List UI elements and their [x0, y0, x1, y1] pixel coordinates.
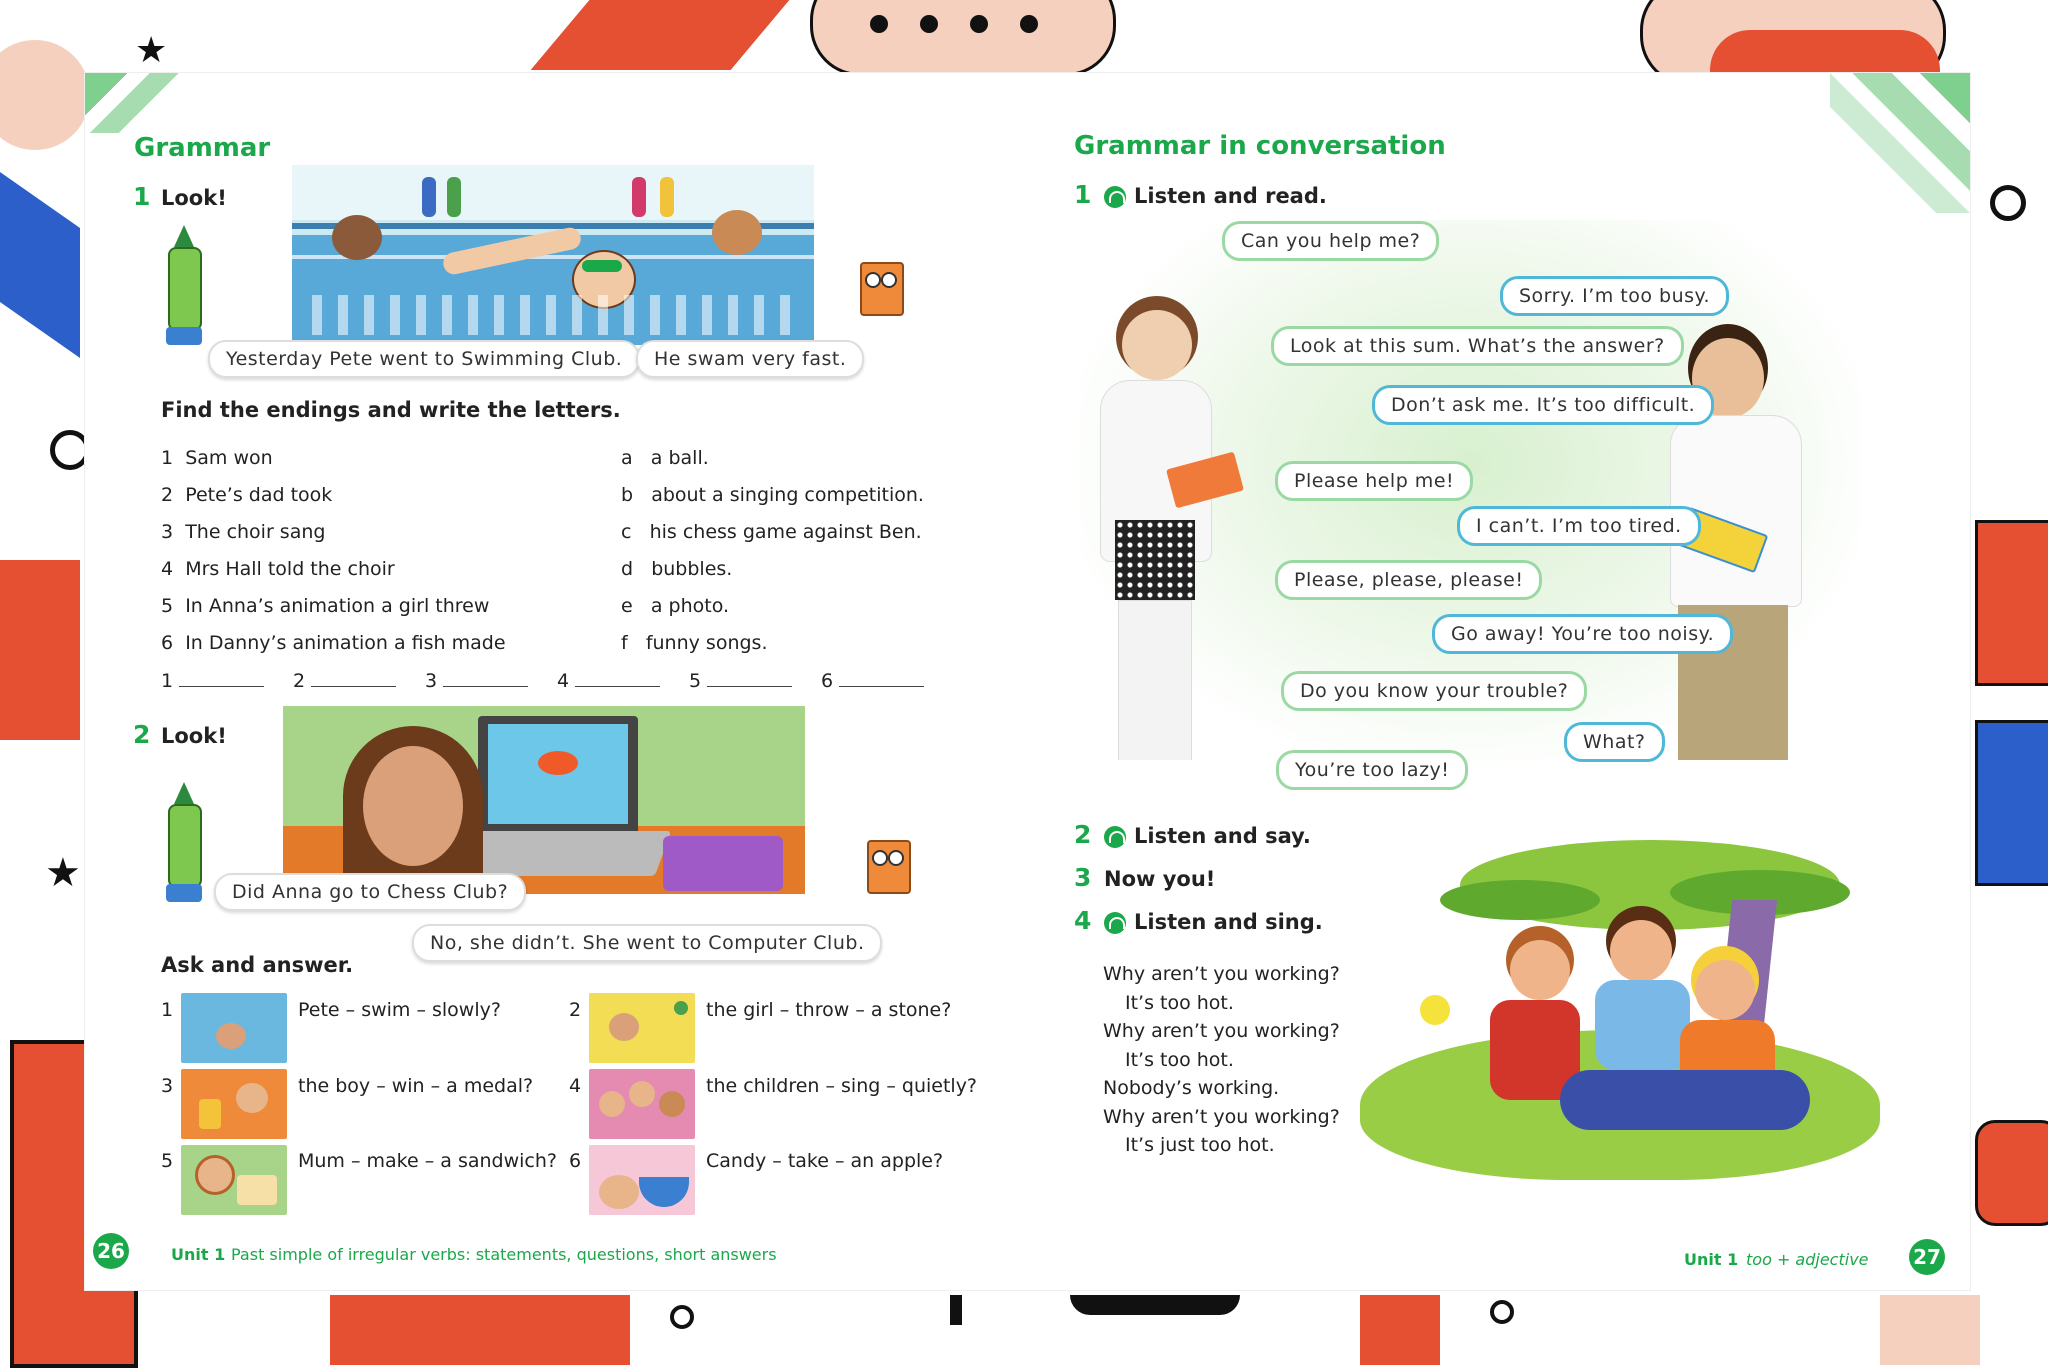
exercise-label: Look!	[161, 186, 227, 210]
speech-bubble-girl: Look at this sum. What’s the answer?	[1271, 326, 1684, 366]
page-number: 27	[1909, 1239, 1945, 1275]
list-item-number: 4	[569, 1075, 582, 1097]
star-icon: ★	[45, 850, 81, 896]
speech-bubble: Did Anna go to Chess Club?	[214, 873, 526, 911]
exercise-number: 1	[1074, 180, 1092, 209]
list-item: the boy – win – a medal?	[298, 1075, 534, 1097]
exercise-label: Now you!	[1104, 867, 1216, 891]
speech-bubble-boy: I can’t. I’m too tired.	[1457, 506, 1701, 546]
answer-blank[interactable]: 3	[425, 670, 528, 692]
exercise-label: Listen and sing.	[1104, 910, 1323, 934]
speech-bubble-boy: What?	[1564, 722, 1665, 762]
swimming-pool-illustration	[292, 165, 814, 345]
boy-medal-thumbnail	[181, 1069, 287, 1139]
list-item: f funny songs.	[621, 632, 768, 654]
headphones-icon[interactable]	[1104, 186, 1126, 208]
pencil-mascot	[162, 225, 202, 355]
answer-blank[interactable]: 2	[293, 670, 396, 692]
list-item-number: 5	[161, 1150, 174, 1172]
list-item-number: 2	[569, 999, 582, 1021]
list-item: a a ball.	[621, 447, 709, 469]
exercise-number: 4	[1074, 906, 1092, 935]
list-item: e a photo.	[621, 595, 730, 617]
exercise-label: Listen and say.	[1104, 824, 1311, 848]
sharpener-mascot	[862, 840, 912, 930]
instruction: Find the endings and write the letters.	[161, 398, 621, 422]
list-item: 1 Sam won	[161, 447, 273, 469]
song-lyrics: Why aren’t you working? It’s too hot. Why aren’t you working? It’s too hot. Nobody’s working. Why aren’t you working? It’s just too hot.	[1103, 963, 1340, 1156]
list-item: 5 In Anna’s animation a girl threw	[161, 595, 490, 617]
list-item: 2 Pete’s dad took	[161, 484, 333, 506]
candy-apple-thumbnail	[589, 1145, 695, 1215]
exercise-label: Listen and read.	[1104, 184, 1327, 208]
computer-club-illustration	[283, 706, 805, 894]
list-item-number: 6	[569, 1150, 582, 1172]
list-item: the girl – throw – a stone?	[706, 999, 952, 1021]
list-item: 4 Mrs Hall told the choir	[161, 558, 395, 580]
speech-bubble-girl: Please help me!	[1275, 461, 1473, 501]
corner-stripes	[85, 73, 195, 133]
swimmer-thumbnail	[181, 993, 287, 1063]
list-item-number: 1	[161, 999, 174, 1021]
speech-bubble-girl: You’re too lazy!	[1276, 750, 1468, 790]
footer-text: Past simple of irregular verbs: statements, questions, short answers	[231, 1245, 777, 1264]
footer-unit: Unit 1	[1684, 1250, 1739, 1269]
exercise-number: 3	[1074, 863, 1092, 892]
footer-unit: Unit 1	[171, 1245, 226, 1264]
speech-bubble: Yesterday Pete went to Swimming Club.	[208, 340, 640, 378]
exercise-number: 2	[1074, 820, 1092, 849]
speech-bubble-boy: Don’t ask me. It’s too difficult.	[1372, 385, 1714, 425]
star-icon: ★	[135, 30, 168, 71]
list-item: 6 In Danny’s animation a fish made	[161, 632, 506, 654]
mum-sandwich-thumbnail	[181, 1145, 287, 1215]
pencil-mascot	[162, 782, 202, 912]
speech-bubble-girl: Can you help me?	[1222, 221, 1439, 261]
exercise-number: 1	[133, 182, 151, 211]
list-item: c his chess game against Ben.	[621, 521, 922, 543]
list-item-number: 3	[161, 1075, 174, 1097]
section-title: Grammar in conversation	[1074, 131, 1446, 161]
speech-bubble: He swam very fast.	[636, 340, 864, 378]
speech-bubble: No, she didn’t. She went to Computer Club.	[412, 924, 882, 962]
answer-blank[interactable]: 5	[689, 670, 792, 692]
girl-throwing-thumbnail	[589, 993, 695, 1063]
exercise-label: Look!	[161, 724, 227, 748]
footer-text: too + adjective	[1746, 1250, 1869, 1269]
children-singing-thumbnail	[589, 1069, 695, 1139]
section-title: Grammar	[134, 133, 271, 163]
speech-bubble-girl: Do you know your trouble?	[1281, 671, 1587, 711]
answer-blank[interactable]: 6	[821, 670, 924, 692]
answer-blank[interactable]: 1	[161, 670, 264, 692]
headphones-icon[interactable]	[1104, 826, 1126, 848]
list-item: b about a singing competition.	[621, 484, 924, 506]
picnic-under-tree-illustration	[1360, 840, 1900, 1195]
headphones-icon[interactable]	[1104, 912, 1126, 934]
speech-bubble-boy: Go away! You’re too noisy.	[1432, 614, 1733, 654]
sharpener-mascot	[855, 262, 905, 352]
list-item: the children – sing – quietly?	[706, 1075, 978, 1097]
list-item: d bubbles.	[621, 558, 733, 580]
instruction: Ask and answer.	[161, 953, 354, 977]
speech-bubble-boy: Sorry. I’m too busy.	[1500, 276, 1729, 316]
list-item: Candy – take – an apple?	[706, 1150, 944, 1172]
speech-bubble-girl: Please, please, please!	[1275, 560, 1542, 600]
list-item: 3 The choir sang	[161, 521, 326, 543]
page-number: 26	[93, 1233, 129, 1269]
list-item: Mum – make – a sandwich?	[298, 1150, 557, 1172]
exercise-number: 2	[133, 720, 151, 749]
answer-blank[interactable]: 4	[557, 670, 660, 692]
corner-stripes	[1830, 73, 1970, 213]
list-item: Pete – swim – slowly?	[298, 999, 501, 1021]
